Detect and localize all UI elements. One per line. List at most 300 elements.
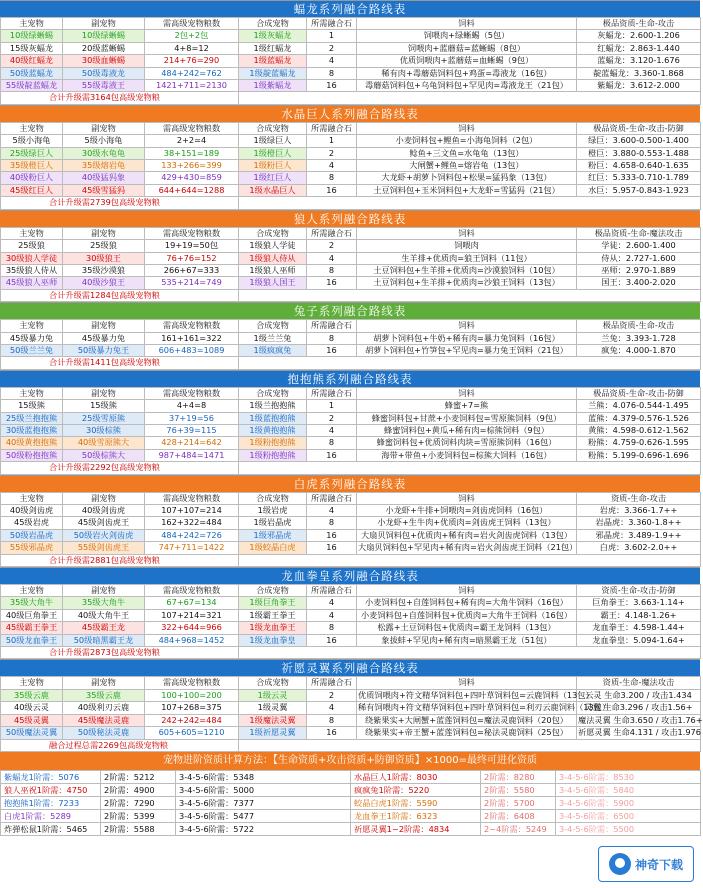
header-row (1, 18, 701, 30)
table-cell: 8 (307, 517, 357, 529)
table-cell: 16 (307, 277, 357, 289)
table-cell: 海带+带鱼+小麦饲料包=棕熊大饲料（16包） (357, 449, 577, 461)
table-cell: 606+483=1089 (145, 344, 239, 356)
table-cell: 10级绿蜥蜴 (63, 30, 145, 42)
section-title: 水晶巨人系列融合路线表 (0, 106, 700, 122)
header-cell: 所需融合石 (307, 320, 357, 332)
table-cell: 644+644=1288 (145, 184, 239, 196)
table-cell: 40级沙狼王 (63, 277, 145, 289)
header-cell: 需高级宠物粮数 (145, 320, 239, 332)
table-cell: 605+605=1210 (145, 727, 239, 739)
header-cell: 副宠物 (63, 677, 145, 689)
table-cell: 45级霸王拳王 (1, 622, 63, 634)
header-cell: 合成宠物 (239, 122, 307, 134)
table-cell: 1级水晶巨人 (239, 184, 307, 196)
table-cell: 50级暗黑霸王龙 (63, 634, 145, 646)
header-cell: 极品资质-生命-攻击-防御 (577, 122, 701, 134)
header-cell: 极品资质-生命-攻击 (577, 320, 701, 332)
table-cell: 35级大角牛 (1, 597, 63, 609)
table-row (1, 597, 701, 609)
table-cell: 巫师：2.970-1.889 (577, 264, 701, 276)
summary-cell: 2阶需：5580 (481, 783, 556, 796)
empty-cell (239, 197, 701, 209)
header-cell: 合成宠物 (239, 227, 307, 239)
table-cell: 40级红蝠龙 (1, 55, 63, 67)
header-row (1, 677, 701, 689)
table-cell: 红巨：5.333-0.710-1.789 (577, 172, 701, 184)
header-cell: 资质-生命-攻击-防御 (577, 585, 701, 597)
table-cell: 岩晶虎：3.360-1.8++ (577, 517, 701, 529)
header-cell: 需高级宠物粮数 (145, 227, 239, 239)
summary-cell: 炸弹松鼠1阶需：5465 (1, 822, 101, 835)
table-cell: 4 (307, 702, 357, 714)
table-cell: 45级暴力兔 (1, 332, 63, 344)
table-cell: 162+322=484 (145, 517, 239, 529)
table-row (1, 42, 701, 54)
empty-cell (239, 462, 701, 474)
header-cell: 所需融合石 (307, 122, 357, 134)
summary-cell: 2阶需：6408 (481, 809, 556, 822)
table-cell: 岩虎：3.366-1.7++ (577, 505, 701, 517)
table-cell: 16 (307, 344, 357, 356)
table-cell: 50级岩火剑齿虎 (63, 529, 145, 541)
header-cell: 主宠物 (1, 585, 63, 597)
table-cell: 1级粉巨人 (239, 160, 307, 172)
header-cell: 主宠物 (1, 320, 63, 332)
table-cell: 4 (307, 609, 357, 621)
route-table (0, 584, 701, 659)
header-cell: 副宠物 (63, 387, 145, 399)
table-cell: 25级狼 (1, 240, 63, 252)
table-row (1, 449, 701, 461)
table-row (1, 160, 701, 172)
table-cell: 50级蓝蝠龙 (1, 67, 63, 79)
table-cell: 灰蝠龙：2.600-1.206 (577, 30, 701, 42)
empty-cell (239, 647, 701, 659)
summary-cell: 3-4-5-6阶需：5900 (556, 796, 701, 809)
table-cell: 鲶鱼+三文鱼=水龟龟（13包） (357, 147, 577, 159)
table-cell: 55级剑齿虎王 (63, 542, 145, 554)
table-cell: 35级橙巨人 (1, 160, 63, 172)
table-cell: 40级剑齿虎 (1, 505, 63, 517)
table-cell: 15级灰蝠龙 (1, 42, 63, 54)
table-row (1, 424, 701, 436)
table-cell: 蜂蜜饲料包+甘蔗+小麦饲料包=雪原熊饲料（9包） (357, 412, 577, 424)
total-row (1, 739, 701, 751)
table-cell: 蓝蝠龙：3.120-1.676 (577, 55, 701, 67)
section-7 (0, 659, 703, 751)
table-cell: 38+151=189 (145, 147, 239, 159)
header-row (1, 122, 701, 134)
summary-cell: 3-4-5-6阶需：5348 (176, 770, 351, 783)
summary-cell: 祈愿灵翼1~2阶需：4834 (351, 822, 481, 835)
table-cell: 学徒：2.600-1.400 (577, 240, 701, 252)
table-cell: 优质饲喂肉+蓝蘑菇=血蜥蜴（9包） (357, 55, 577, 67)
table-cell: 橙巨：3.880-0.553-1.488 (577, 147, 701, 159)
table-cell: 1421+711=2130 (145, 80, 239, 92)
table-cell: 蜂蜜+7=熊 (357, 400, 577, 412)
header-cell: 饲料 (357, 387, 577, 399)
table-cell: 484+242=726 (145, 529, 239, 541)
summary-cell: 水晶巨人1阶需：8030 (351, 770, 481, 783)
table-cell: 30级棕熊 (63, 424, 145, 436)
table-cell: 45级岩虎 (1, 517, 63, 529)
header-cell: 需高级宠物粮数 (145, 18, 239, 30)
header-cell: 合成宠物 (239, 585, 307, 597)
table-cell: 30级狼人学徒 (1, 252, 63, 264)
table-cell: 1级巨角拳王 (239, 597, 307, 609)
route-table (0, 676, 701, 751)
table-cell: 饲喂肉+蓝蘑菇=蓝蜥蜴（8包） (357, 42, 577, 54)
table-cell: 1级靛蓝蝠龙 (239, 67, 307, 79)
table-cell: 白虎：3.602-2.0++ (577, 542, 701, 554)
table-row (1, 609, 701, 621)
table-cell: 1级疯疯兔 (239, 344, 307, 356)
table-cell: 4 (307, 55, 357, 67)
formula-banner: 宠物进阶资质计算方法：【生命资质+攻击资质+防御资质】×1000=最终可进化资质 (0, 752, 700, 770)
summary-cell: 2阶需：5399 (101, 809, 176, 822)
header-cell: 极品资质-生命-魔法攻击 (577, 227, 701, 239)
table-cell: 50级岩晶虎 (1, 529, 63, 541)
table-cell: 8 (307, 172, 357, 184)
table-cell: 饲喂肉 (357, 240, 577, 252)
table-cell: 生羊排+优质肉=狼王饲料（11包） (357, 252, 577, 264)
header-cell: 主宠物 (1, 122, 63, 134)
table-cell: 2 (307, 147, 357, 159)
table-cell: 大扇贝饲料包+罕见肉+稀有肉=岩火剑齿虎王饲料（21包） (358, 542, 578, 553)
table-cell: 40级利刃云鹿 (63, 702, 145, 714)
table-cell: 4 (307, 160, 357, 172)
summary-cell: 3-4-5-6阶需：5840 (556, 783, 701, 796)
header-cell: 饲料 (357, 122, 577, 134)
header-row (1, 585, 701, 597)
table-cell: 2+2=4 (145, 135, 239, 147)
table-cell: 4+8=12 (145, 42, 239, 54)
summary-cell: 3-4-5-6阶需：6500 (556, 809, 701, 822)
table-cell: 1级蓝蝠龙 (239, 55, 307, 67)
table-cell: 胡萝卜饲料包+牛奶+稀有肉=暴力兔饲料（16包） (357, 332, 577, 344)
route-table (0, 492, 701, 567)
section-title: 龙血拳皇系列融合路线表 (0, 568, 700, 584)
table-cell: 40级云灵 (1, 702, 63, 714)
header-cell: 饲料 (357, 227, 577, 239)
table-cell: 55级毒液王 (63, 80, 145, 92)
table-cell: 靛蓝蝠龙：3.360-1.868 (577, 67, 701, 79)
header-cell: 主宠物 (1, 18, 63, 30)
table-cell: 1 (307, 135, 357, 147)
table-cell: 20级蓝蜥蜴 (63, 42, 145, 54)
header-cell: 需高级宠物粮数 (145, 492, 239, 504)
table-row (1, 634, 701, 646)
header-cell: 副宠物 (63, 18, 145, 30)
table-cell: 5级小海龟 (1, 135, 63, 147)
table-cell: 1级邪晶虎 (239, 529, 307, 541)
table-row (1, 184, 701, 196)
table-cell: 霸王：4.148-1.26+ (577, 609, 701, 621)
table-cell: 55级靛蓝蝠龙 (1, 80, 63, 92)
table-cell: 1级红巨人 (239, 172, 307, 184)
table-row (1, 517, 701, 529)
total-note: 合计升级需2881包高级宠物粮 (1, 554, 239, 566)
header-cell: 副宠物 (63, 492, 145, 504)
table-cell: 8 (307, 332, 357, 344)
table-row (1, 542, 701, 554)
table-cell: 大扇贝饲料包+优质肉+稀有肉=岩火剑齿虎饲料（13包） (357, 529, 577, 541)
table-cell: 25级雪原熊 (63, 412, 145, 424)
table-cell: 45级灵翼 (1, 714, 63, 726)
table-cell: 45级霸王龙 (63, 622, 145, 634)
header-cell: 副宠物 (63, 320, 145, 332)
table-cell: 1级魔法灵翼 (239, 714, 307, 726)
table-row (1, 505, 701, 517)
table-cell: 45级雪猛犸 (63, 184, 145, 196)
table-row (1, 622, 701, 634)
table-row (1, 67, 701, 79)
section-title: 白虎系列融合路线表 (0, 476, 700, 492)
table-cell: 1级狼人学徒 (239, 240, 307, 252)
table-cell: 1级岩虎 (239, 505, 307, 517)
total-note: 融合过程总需2269包高级宠物粮 (1, 739, 239, 751)
table-cell: 1级绿巨人 (239, 135, 307, 147)
table-cell: 4+4=8 (145, 400, 239, 412)
table-cell: 8 (307, 437, 357, 449)
total-row (1, 357, 701, 369)
table-row (1, 264, 701, 276)
header-cell: 饲料 (357, 320, 577, 332)
section-6 (0, 567, 700, 659)
empty-cell (239, 739, 701, 751)
table-cell: 1级蓝抱抱熊 (239, 412, 307, 424)
summary-row (1, 809, 701, 822)
summary-cell: 狼人巫祝1阶需：4750 (1, 783, 101, 796)
table-cell: 429+430=859 (145, 172, 239, 184)
table-cell: 50级毒液龙 (63, 67, 145, 79)
table-row (1, 80, 701, 92)
table-cell: 535+214=749 (145, 277, 239, 289)
table-cell: 1级狼人国王 (239, 277, 307, 289)
table-cell: 兰兔：3.393-1.728 (577, 332, 701, 344)
table-cell: 40级雪原熊大 (63, 437, 145, 449)
table-cell: 1级岩晶虎 (239, 517, 307, 529)
table-row (1, 252, 701, 264)
table-row (1, 344, 701, 356)
summary-row (1, 822, 701, 835)
header-cell: 主宠物 (1, 492, 63, 504)
summary-cell: 2阶需：5700 (481, 796, 556, 809)
summary-cell: 龙血拳王1阶需：6323 (351, 809, 481, 822)
table-cell: 16 (307, 449, 357, 461)
summary-cell: 2~4阶需：5249 (481, 822, 556, 835)
header-row (1, 320, 701, 332)
section-title: 抱抱熊系列融合路线表 (0, 371, 700, 387)
summary-cell: 3-4-5-6阶需：5722 (176, 822, 351, 835)
table-cell: 37+19=56 (145, 412, 239, 424)
summary-cell: 3-4-5-6阶需：8530 (556, 770, 701, 783)
table-cell: 16 (307, 80, 357, 92)
table-cell: 2 (307, 42, 357, 54)
header-cell: 饲料 (357, 492, 577, 504)
table-cell: 云灵 生命3.200 / 攻击1.434 (577, 689, 701, 701)
table-cell: 1级粉抱抱熊 (239, 437, 307, 449)
table-cell: 粉巨：4.658-0.640-1.635 (577, 160, 701, 172)
header-cell: 副宠物 (63, 227, 145, 239)
summary-cell: 3-4-5-6阶需：5000 (176, 783, 351, 796)
table-cell: 50级棕熊大 (63, 449, 145, 461)
total-row (1, 197, 701, 209)
table-cell: 1 (307, 400, 357, 412)
empty-cell (239, 357, 701, 369)
table-cell: 绕紫果实+帝王蟹+蓝莲饲料包=秘法灵鹿饲料（25包） (357, 727, 577, 739)
table-cell: 35级沙漠狼 (63, 264, 145, 276)
header-cell: 所需融合石 (307, 18, 357, 30)
table-cell: 4 (307, 424, 357, 436)
total-row (1, 462, 701, 474)
table-cell: 小麦饲料包+鲤鱼=小海龟饲料（2包） (357, 135, 577, 147)
table-row (1, 332, 701, 344)
total-note: 合计升级需2873包高级宠物粮 (1, 647, 239, 659)
total-row (1, 92, 701, 104)
header-cell: 需高级宠物粮数 (145, 122, 239, 134)
route-table (0, 122, 701, 210)
table-cell: 象拔蚌+罕见肉+稀有肉=暗黑霸王龙（51包） (357, 634, 577, 646)
table-cell: 土豆饲料包+玉米饲料包+大龙虾=雪猛犸（21包） (357, 184, 577, 196)
table-cell: 紫蝠龙：3.612-2.000 (577, 80, 701, 92)
header-cell: 需高级宠物粮数 (145, 677, 239, 689)
table-cell: 45级魔法灵鹿 (63, 714, 145, 726)
table-cell: 蓝熊：4.379-0.576-1.526 (577, 412, 701, 424)
table-cell: 1级橙巨人 (239, 147, 307, 159)
table-cell: 1级云灵 (239, 689, 307, 701)
table-cell: 40级黄抱抱熊 (1, 437, 63, 449)
total-note: 合计升级需2292包高级宠物粮 (1, 462, 239, 474)
summary-grid (0, 770, 701, 836)
table-cell: 5级小海龟 (63, 135, 145, 147)
table-cell: 55级邪晶虎 (1, 542, 63, 554)
table-cell: 饲喂肉+绿蜥蜴（5包） (357, 30, 577, 42)
summary-cell: 2阶需：7290 (101, 796, 176, 809)
table-cell: 2 (307, 412, 357, 424)
table-cell: 100+100=200 (145, 689, 239, 701)
header-cell: 副宠物 (63, 122, 145, 134)
table-cell: 松露+土豆饲料包+优质肉=霸王龙饲料（13包） (357, 622, 577, 634)
summary-cell: 3-4-5-6阶需：5477 (176, 809, 351, 822)
table-cell: 40级剑齿虎 (63, 505, 145, 517)
route-table (0, 227, 701, 302)
table-cell: 2 (307, 689, 357, 701)
route-table (0, 387, 701, 475)
table-cell: 40级大角牛王 (63, 609, 145, 621)
header-cell: 主宠物 (1, 227, 63, 239)
table-cell: 绿巨：3.600-0.500-1.400 (577, 135, 701, 147)
table-cell: 疯兔：4.000-1.870 (577, 344, 701, 356)
table-cell: 133+266=399 (145, 160, 239, 172)
table-row (1, 277, 701, 289)
table-cell: 76+39=115 (145, 424, 239, 436)
summary-row (1, 796, 701, 809)
summary-row (1, 770, 701, 783)
table-cell: 黄熊：4.598-0.612-1.562 (577, 424, 701, 436)
table-cell: 25级绿巨人 (1, 147, 63, 159)
header-cell: 副宠物 (63, 585, 145, 597)
empty-cell (239, 92, 701, 104)
summary-cell: 2阶需：5212 (101, 770, 176, 783)
table-cell: 1级狼人巫师 (239, 264, 307, 276)
table-cell: 1级兰抱抱熊 (239, 400, 307, 412)
empty-cell (239, 289, 701, 301)
table-cell: 1级祈愿灵翼 (239, 727, 307, 739)
logo-text: 神奇下载 (634, 857, 683, 872)
table-row (1, 529, 701, 541)
table-cell: 胡萝卜饲料包+竹笋包+罕见肉=暴力兔王饲料（21包） (357, 344, 577, 356)
table-cell: 1级灰蝠龙 (239, 30, 307, 42)
table-cell: 25级兰抱抱熊 (1, 412, 63, 424)
route-table (0, 319, 701, 370)
header-row (1, 387, 701, 399)
table-cell: 161+161=322 (145, 332, 239, 344)
summary-cell: 紫蝠龙1阶需：5076 (1, 770, 101, 783)
table-cell: 50级龙血拳王 (1, 634, 63, 646)
total-row (1, 289, 701, 301)
table-cell: 30级水龟龟 (63, 147, 145, 159)
section-title: 狼人系列融合路线表 (0, 211, 700, 227)
table-cell: 428+214=642 (145, 437, 239, 449)
table-cell: 1级红蝠龙 (239, 42, 307, 54)
table-cell: 土豆饲料包+生羊排+优质肉=沙漠狼饲料（10包） (357, 264, 577, 276)
table-cell: 1级龙血拳皇 (239, 634, 307, 646)
total-row (1, 554, 701, 566)
header-cell: 主宠物 (1, 387, 63, 399)
table-cell: 214+76=290 (145, 55, 239, 67)
table-cell: 16 (307, 634, 357, 646)
total-note: 合计升级需1411包高级宠物粮 (1, 357, 239, 369)
summary-cell: 白虎1阶需：5289 (1, 809, 101, 822)
table-cell: 50级魔法灵翼 (1, 727, 63, 739)
table-cell: 蜂蜜饲料包+优质饲料肉块=雪原熊饲料（16包） (357, 437, 577, 449)
table-cell: 40级巨角拳王 (1, 609, 63, 621)
section-1 (0, 105, 700, 210)
table-cell: 1级紫蝠龙 (239, 80, 307, 92)
header-cell: 极品资质-生命-攻击-防御 (577, 387, 701, 399)
header-cell: 合成宠物 (239, 320, 307, 332)
summary-cell: 蛟晶白虎1阶需：5590 (351, 796, 481, 809)
table-cell: 50级粉抱抱熊 (1, 449, 63, 461)
summary-cell: 2阶需：8280 (481, 770, 556, 783)
table-row (1, 30, 701, 42)
table-cell: 484+968=1452 (145, 634, 239, 646)
table-cell: 侍从：2.727-1.600 (577, 252, 701, 264)
section-title: 兔子系列融合路线表 (0, 303, 700, 319)
header-cell: 所需融合石 (307, 227, 357, 239)
header-cell: 所需融合石 (307, 585, 357, 597)
table-cell: 龙血拳王：4.598-1.44+ (577, 622, 701, 634)
table-cell: 土豆饲料包+生羊排+优质肉=沙狼王饲料（13包） (357, 277, 577, 289)
table-cell: 67+67=134 (145, 597, 239, 609)
table-row (1, 714, 701, 726)
table-cell: 龙血拳皇：5.094-1.64+ (577, 634, 701, 646)
table-cell: 25级狼 (63, 240, 145, 252)
table-cell: 40级猛犸象 (63, 172, 145, 184)
table-cell: 8 (307, 714, 357, 726)
table-cell: 35级云鹿 (63, 689, 145, 701)
header-row (1, 492, 701, 504)
table-cell: 稀有饲喂肉+符文精华饲料包+四叶草饲料包=利刃云鹿饲料（13包） (358, 702, 611, 713)
table-cell: 15级熊 (63, 400, 145, 412)
table-cell: 1级黄抱抱熊 (239, 424, 307, 436)
header-cell: 饲料 (357, 677, 577, 689)
table-cell: 毒蘑菇饲料包+乌龟饲料包+罕见肉=毒液龙王（21包） (357, 80, 577, 92)
table-cell: 灵翼 生命3.296 / 攻击1.56+ (577, 702, 701, 714)
total-row (1, 647, 701, 659)
